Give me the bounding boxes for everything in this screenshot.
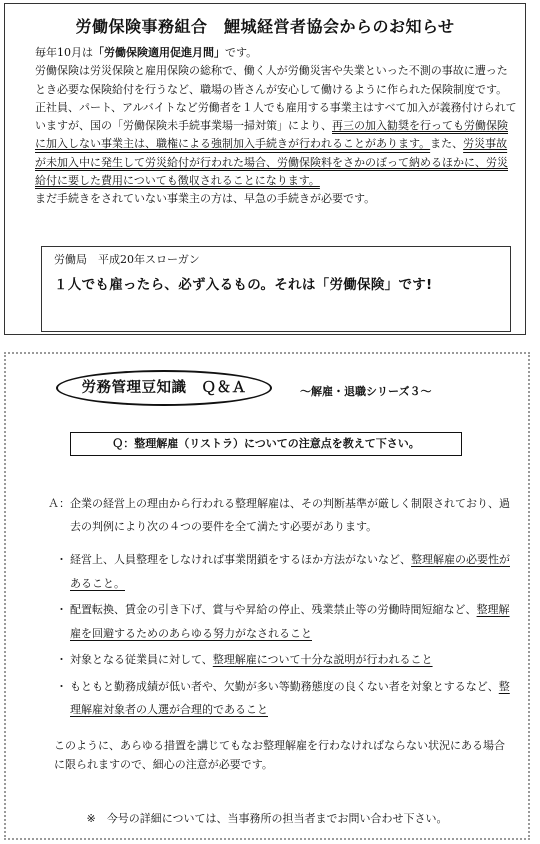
bullet-mark: ・ [56,679,67,693]
notice-p1-end: です。 [225,46,258,59]
answer-block [48,492,514,725]
requirement-4-lead: もともと勤務成績が低い者や、欠勤が多い等勤務態度の良くない者を対象とするなど、 [70,679,499,693]
notice-box [4,3,526,335]
slogan-box [41,246,511,332]
bullet-mark: ・ [56,653,67,666]
requirement-4-text [70,675,514,722]
qa-section [4,352,530,840]
closing-paragraph: このように、あらゆる措置を講じてもなお整理解雇を行わなければならない状況にある場合に限られますので、細心の注意が必要です。 [54,739,505,771]
answer-intro [48,492,514,538]
question-box: Ｑ：整理解雇（リストラ）についての注意点を教えて下さい。 [70,432,462,456]
notice-paragraph-4: まだ手続きをされていない事業主の方は、早急の手続きが必要です。 [35,192,376,206]
requirement-3-underline: 整理解雇について十分な説明が行われること [212,653,433,666]
slogan-text: １人でも雇ったら、必ず入るもの。それは「労働保険」です! [54,277,433,293]
qa-series-label: ～解雇・退職シリーズ３～ [300,385,432,398]
bullet-mark: ・ [56,553,67,566]
notice-paragraph-1 [35,44,517,62]
qa-title: 労務管理豆知識 Ｑ＆Ａ [56,370,272,406]
notice-p1-text: 毎年10月は [35,46,93,59]
requirement-2-underline: 整理解雇を回避するためのあらゆる努力がなされること [70,603,510,640]
answer-intro-text: 企業の経営上の理由から行われる整理解雇は、その判断基準が厳しく制限されており、過去の判例により次の４つの要件を全て満たす必要があります。 [70,497,510,533]
notice-p3-text: 正社員、パート、アルバイトなど労働者を１人でも雇用する事業主はすべて加入が義務付けられていますが、国の「労働保険未手続事業場一掃対策」により、 [35,100,517,133]
notice-p1-highlight: 「労働保険適用促進月間」 [93,46,225,59]
requirement-4-underline: 整理解雇対象者の人選が合理的であること [70,679,510,716]
bullet-mark: ・ [56,603,67,616]
notice-paragraph-3 [35,99,517,190]
requirement-2-text [70,598,514,645]
requirements-list [56,548,514,722]
requirement-3-lead: 対象となる従業員に対して、 [70,653,213,666]
requirement-1-lead: 経営上、人員整理をしなければ事業閉鎖をするほか方法がないなど、 [70,553,411,566]
requirement-3-text [70,648,433,672]
answer-mark: Ａ： [48,497,70,510]
requirement-item-2 [56,598,514,645]
requirement-item-1 [56,548,514,595]
notice-paragraph-2: 労働保険は労災保険と雇用保険の総称で、働く人が労働災害や失業といった不測の事故に遭ったとき必要な保険給付を行うなど、職場の皆さんが安心して働けるように作られた保険制度です。 [35,64,508,96]
notice-p3-underline-1: 再三の加入勧奨を行っても労働保険に加入しない事業主は、職権による強制加入手続きが行われることがあります。 [35,119,508,151]
requirement-1-text [70,548,514,595]
requirement-1-underline: 整理解雇の必要性があること。 [70,553,510,590]
requirement-item-4 [56,675,514,722]
slogan-caption: 労働局 平成20年スローガン [54,253,200,266]
requirement-item-3 [56,648,514,672]
notice-body [35,44,517,209]
notice-p3-connector: また、 [430,137,464,151]
footnote: ※ 今号の詳細については、当事務所の担当者までお問い合わせ下さい。 [86,812,448,825]
notice-p3-underline-2: 労災事故が未加入中に発生して労災給付が行われた場合、労働保険料をさかのぼって納めるほかに、労災給付に要した費用についても徴収されることになります。 [35,137,508,188]
requirement-2-lead: 配置転換、賃金の引き下げ、賞与や昇給の停止、残業禁止等の労働時間短縮など、 [70,603,477,616]
notice-title: 労働保険事務組合 鯉城経営者協会からのお知らせ [75,17,455,36]
